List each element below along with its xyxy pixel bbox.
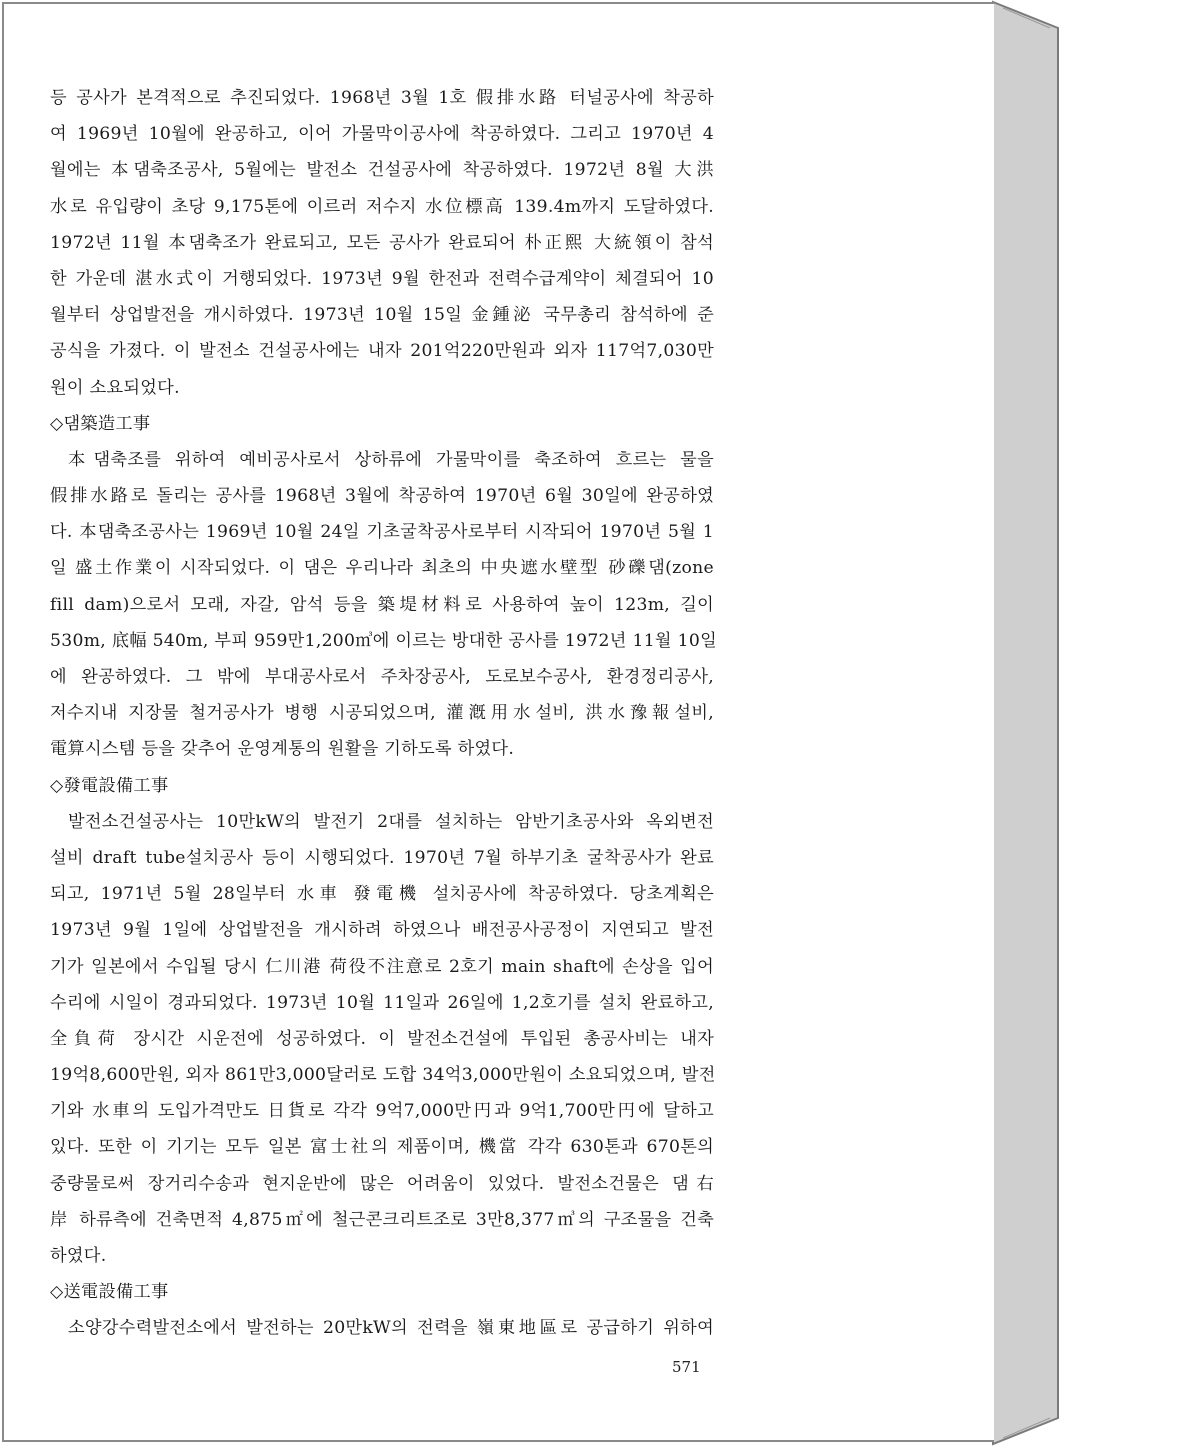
- text-line: 기와 水車의 도입가격만도 日貨로 각각 9억7,000만円과 9억1,700만円에 달하고: [50, 1101, 714, 1122]
- text-line: 全負荷 장시간 시운전에 성공하였다. 이 발전소건설에 투입된 총공사비는 내자: [50, 1028, 714, 1049]
- intro-paragraph: [50, 80, 714, 406]
- text-line: 假排水路로 돌리는 공사를 1968년 3월에 착공하여 1970년 6월 30일에 완공하였: [50, 486, 714, 507]
- text-line: 공식을 가졌다. 이 발전소 건설공사에는 내자 201억220만원과 외자 117억7,030만: [50, 341, 714, 362]
- text-line: 하였다.: [50, 1246, 107, 1266]
- text-line: 저수지내 지장물 철거공사가 병행 시공되었으며, 灌漑用水설비, 洪水豫報설비,: [50, 703, 714, 724]
- text-line: 530m, 底幅 540m, 부피 959만1,200㎥에 이르는 방대한 공사를 1972년 11월 10일: [50, 630, 717, 651]
- text-line: 등 공사가 본격적으로 추진되었다. 1968년 3월 1호 假排水路 터널공사에 착공하: [50, 88, 714, 108]
- text-line: 1973년 9월 1일에 상업발전을 개시하려 하였으나 배전공사공정이 지연되고 발전: [50, 920, 714, 941]
- text-line: 되고, 1971년 5월 28일부터 水車 發電機 설치공사에 착공하였다. 당초계획은: [50, 884, 714, 905]
- generation-paragraph: [50, 804, 714, 1274]
- text-line: 岸 하류측에 건축면적 4,875㎡에 철근콘크리트조로 3만8,377㎥의 구조물을 건축: [50, 1209, 714, 1230]
- text-line: 本댐축조를 위하여 예비공사로서 상하류에 가물막이를 축조하여 흐르는 물을: [68, 449, 714, 470]
- book-side-face: [993, 2, 1058, 1444]
- transmission-paragraph: [50, 1310, 714, 1346]
- text-line: 일 盛土作業이 시작되었다. 이 댐은 우리나라 최초의 中央遮水壁型 砂礫댐(zone: [50, 558, 714, 579]
- section-heading-transmission: ◇送電設備工事: [50, 1282, 169, 1303]
- text-line: 電算시스템 등을 갖추어 운영계통의 원활을 기하도록 하였다.: [50, 739, 515, 760]
- text-line: 기가 일본에서 수입될 당시 仁川港 荷役不注意로 2호기 main shaft에 손상을 입어: [50, 956, 714, 977]
- text-line: fill dam)으로서 모래, 자갈, 암석 등을 築堤材料로 사용하여 높이 123m, 길이: [50, 594, 714, 615]
- section-heading-generation: ◇發電設備工事: [50, 775, 169, 796]
- page-number: 571: [672, 1358, 701, 1376]
- section-heading-dam: ◇댐築造工事: [50, 413, 151, 434]
- dam-paragraph: [50, 442, 717, 768]
- text-line: 1972년 11월 本댐축조가 완료되고, 모든 공사가 완료되어 朴正熙 大統領이 참석: [50, 232, 714, 253]
- text-line: 19억8,600만원, 외자 861만3,000달러로 도합 34억3,000만원이 소요되었으며, 발전: [50, 1065, 716, 1086]
- text-line: 수리에 시일이 경과되었다. 1973년 10월 11일과 26일에 1,2호기를 설치 완료하고,: [50, 992, 714, 1013]
- text-line: 다. 本댐축조공사는 1969년 10월 24일 기초굴착공사로부터 시작되어 1970년 5월 1: [50, 522, 714, 543]
- text-line: 여 1969년 10월에 완공하고, 이어 가물막이공사에 착공하였다. 그리고 1970년 4: [50, 124, 714, 145]
- text-line: 소양강수력발전소에서 발전하는 20만kW의 전력을 嶺東地區로 공급하기 위하여: [68, 1318, 714, 1339]
- text-line: 월부터 상업발전을 개시하였다. 1973년 10월 15일 金鍾泌 국무총리 참석하에 준: [50, 305, 714, 326]
- text-line: 있다. 또한 이 기기는 모두 일본 富士社의 제품이며, 機當 각각 630톤과 670톤의: [50, 1137, 714, 1158]
- page-body: [50, 80, 717, 1347]
- text-line: 한 가운데 湛水式이 거행되었다. 1973년 9월 한전과 전력수급계약이 체결되어 10: [50, 268, 714, 289]
- text-line: 중량물로써 장거리수송과 현지운반에 많은 어려움이 있었다. 발전소건물은 댐右: [50, 1173, 714, 1194]
- text-line: 원이 소요되었다.: [50, 377, 180, 398]
- text-line: 에 완공하였다. 그 밖에 부대공사로서 주차장공사, 도로보수공사, 환경정리공사,: [50, 667, 714, 687]
- text-line: 설비 draft tube설치공사 등이 시행되었다. 1970년 7월 하부기초 굴착공사가 완료: [50, 847, 714, 868]
- text-line: 발전소건설공사는 10만kW의 발전기 2대를 설치하는 암반기초공사와 옥외변전: [68, 811, 714, 832]
- text-line: 월에는 本댐축조공사, 5월에는 발전소 건설공사에 착공하였다. 1972년 8월 大洪: [50, 160, 714, 181]
- text-line: 水로 유입량이 초당 9,175톤에 이르러 저수지 水位標高 139.4m까지 도달하였다.: [50, 196, 714, 217]
